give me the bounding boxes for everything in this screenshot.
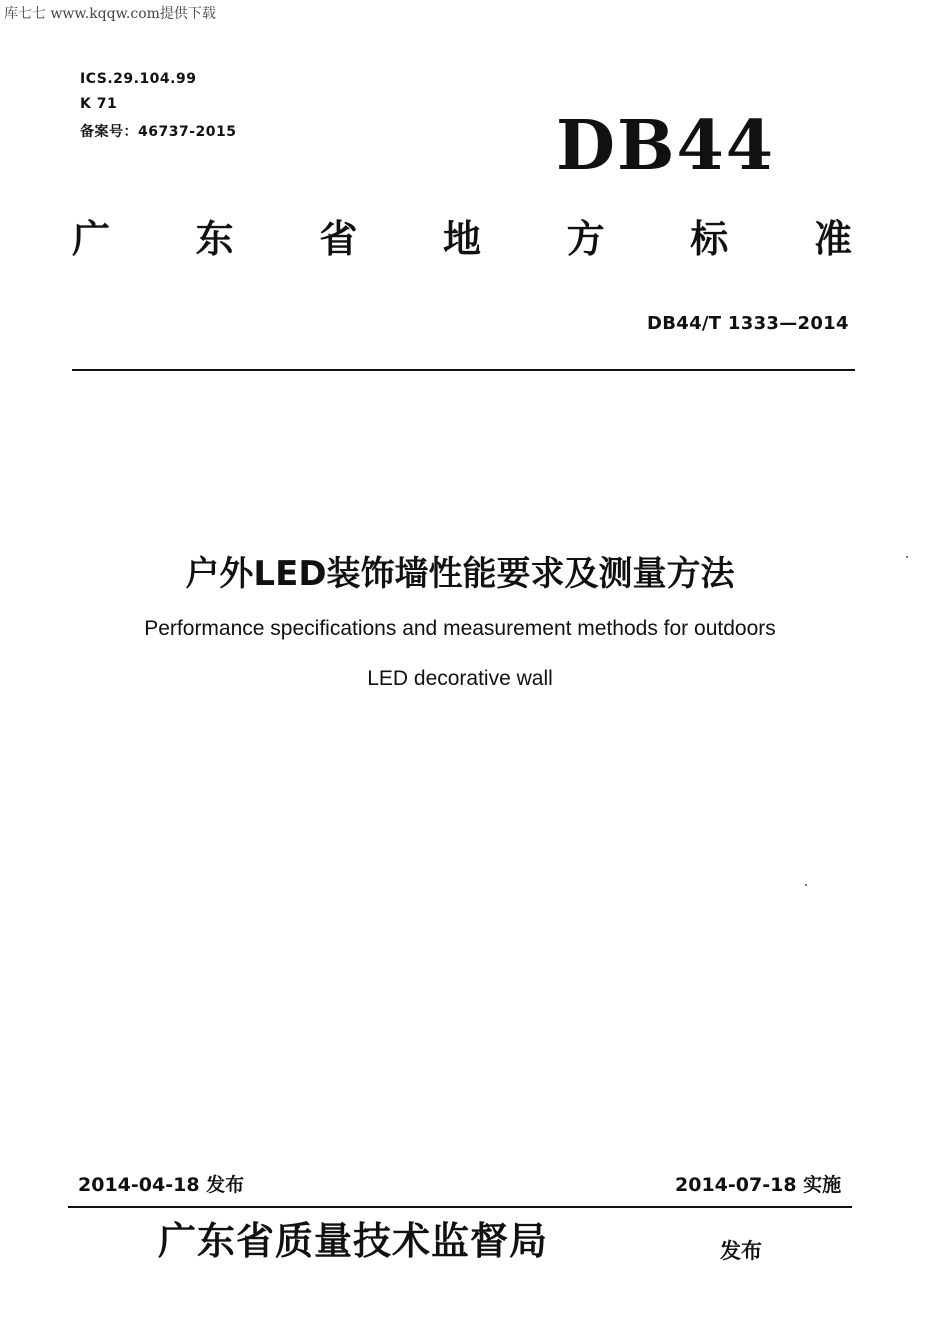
title-char: 方: [566, 217, 605, 261]
title-char: 准: [813, 217, 852, 261]
document-title-english-line1: Performance specifications and measurement methods for outdoors: [144, 617, 776, 640]
issue-label: 发布: [720, 1239, 762, 1263]
record-number: 备案号：46737-2015: [80, 124, 237, 140]
classification-code: K 71: [80, 96, 118, 112]
ics-code: ICS.29.104.99: [80, 71, 197, 87]
issuing-authority: 广东省质量技术监督局: [158, 1218, 549, 1263]
watermark-text: 库七七 www.kqqw.com提供下载: [4, 6, 216, 22]
standard-number: DB44/T 1333—2014: [647, 313, 849, 334]
footer-divider: [68, 1206, 852, 1208]
db-code-logo: DB44: [556, 106, 776, 186]
document-title-chinese: 户外LED装饰墙性能要求及测量方法: [185, 554, 735, 594]
scan-speck: [906, 556, 908, 558]
title-char: 标: [690, 217, 729, 261]
standard-type-title: [72, 217, 852, 261]
title-char: 省: [319, 217, 358, 261]
implementation-date: 2014-07-18 实施: [675, 1174, 842, 1196]
title-char: 广: [72, 217, 111, 261]
document-title-english-line2: LED decorative wall: [367, 667, 553, 690]
title-char: 地: [442, 217, 481, 261]
header-divider: [72, 369, 855, 371]
scan-speck: [805, 884, 807, 886]
release-date: 2014-04-18 发布: [78, 1174, 245, 1196]
title-char: 东: [195, 217, 234, 261]
